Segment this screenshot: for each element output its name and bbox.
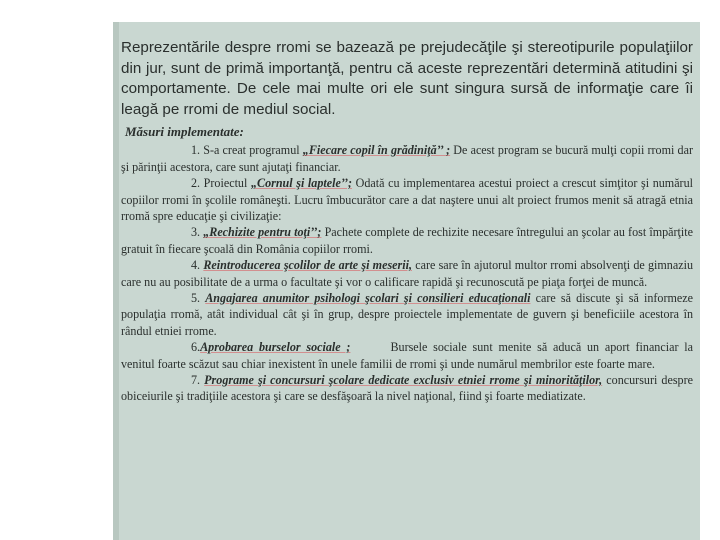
measure-item-6 [121,339,693,372]
measure-text: concursuri despre obiceiurile şi tradiţiile acestora şi care se desfăşoară la nivel naţional, fiind şi foarte mediatizate. [121,373,693,404]
measure-number: 2. Proiectul [191,176,251,191]
measure-item-7 [121,372,693,405]
measure-number: 7. [191,373,205,388]
intro-paragraph: Reprezentările despre rromi se bazează pe prejudecăţile şi stereotipurile populaţiilor din jur, sunt de primă importanţă, pentru că aceste reprezentări determină atitudini şi comportamente. De cele mai multe ori ele sunt singura sursă de informaţie care îi leagă pe rromi de mediul social. [121,39,693,118]
measure-text: care să discute şi să informeze populaţia rromă, atât individual cât şi în grup, despre proiectele implementate de guvern şi beneficiile acestora în rândul etniei rrome. [121,291,694,338]
measure-item-1 [121,142,693,175]
measure-title: Programe şi concursuri şcolare dedicate exclusiv etniei rrome şi minorităţilor, [204,373,603,388]
slide-content [121,38,693,405]
measure-title: Reintroducerea şcolilor de arte şi meserii, [203,258,412,273]
measure-number: 5. [191,291,206,306]
measure-number: 4. [191,258,204,273]
measure-text: Bursele sociale sunt menite să aducă un aport financiar la venitul foarte scăzut sau chiar inexistent în unele familii de rromi şi unde numărul membrilor este foarte mare. [121,340,693,371]
measure-title: „Cornul şi laptele’’; [250,176,353,191]
measure-text: Odată cu implementarea acestui proiect a crescut simţitor şi numărul copiilor rromi în şcolile româneşti. Lucru îmbucurător care a dat naştere unui alt proiect frumos menit să atragă etnia rromă spre educaţie şi civilizaţie: [121,176,693,223]
panel-frame [113,22,119,540]
measure-text: care sare în ajutorul multor rromi absolvenţi de gimnaziu care nu au posibilitate de a urma o facultate şi vor o calificare rapidă şi recunoscută pe piaţa forţei de muncă. [121,258,693,289]
measure-number: 1. S-a creat programul [191,143,303,158]
measure-title: „Rechizite pentru toţi’’; [203,225,322,240]
measure-number: 3. [191,225,204,240]
measure-item-3 [121,224,693,257]
measure-number: 6. [191,340,201,355]
measure-item-5 [121,290,693,339]
measure-text: Pachete complete de rechizite necesare întregului an şcolar au fost împărţite gratuit în fiecare şcoală din România copiilor rromi. [121,225,693,256]
measure-title: Aprobarea burselor sociale ; [200,340,351,355]
measure-item-2 [121,175,693,224]
measure-item-4 [121,257,693,290]
measure-title: Angajarea anumitor psihologi şcolari şi consilieri educaţionali [205,291,531,306]
measure-title: „Fiecare copil în grădiniţă’’ ; [302,143,451,158]
measures-heading: Măsuri implementate: [125,124,244,140]
measure-text: De acest program se bucură mulţi copii rromi dar şi părinţii acestora, care sunt ajutaţi financiar. [121,143,693,174]
